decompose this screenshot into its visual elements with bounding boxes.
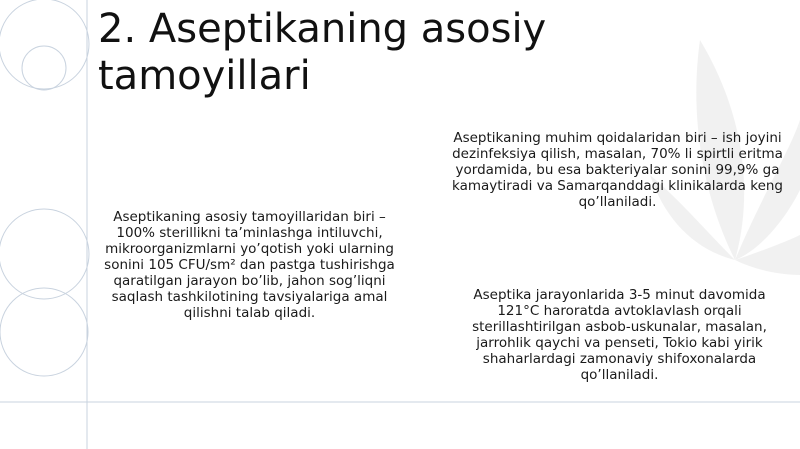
paragraph-right-top: Aseptikaning muhim qoidalaridan biri – ish joyini dezinfeksiya qilish, masalan, 70% li spirtli eritma yordamida, bu esa bakteriyalar sonini 99,9% ga kamaytiradi va Samarqanddagi klinikalarda keng qo’llaniladi. bbox=[451, 130, 783, 210]
slide-title: 2. Aseptikaning asosiy tamoyillari bbox=[98, 6, 547, 99]
paragraph-left: Aseptikaning asosiy tamoyillaridan biri – 100% sterillikni ta’minlashga intiluvchi, mikroorganizmlarni yo’qotish yoki ularning sonini 105 CFU/sm² dan pastga tushirishga qaratilgan jarayon bo’lib, jahon sog’liqni saqlash tashkilotining tavsiyalariga amal qilishni talab qiladi. bbox=[104, 209, 395, 321]
inner-circle-bottom bbox=[0, 288, 88, 376]
inner-circle-top bbox=[22, 46, 66, 90]
paragraph-right-bottom: Aseptika jarayonlarida 3-5 minut davomida 121°C haroratda avtoklavlash orqali sterillashtirilgan asbob-uskunalar, masalan, jarrohlik qaychi va penseti, Tokio kabi yirik shaharlardagi zamonaviy shifoxonalarda qo’llaniladi. bbox=[472, 287, 767, 383]
outer-circle-top bbox=[0, 0, 89, 89]
outer-circle-bottom bbox=[0, 209, 89, 299]
